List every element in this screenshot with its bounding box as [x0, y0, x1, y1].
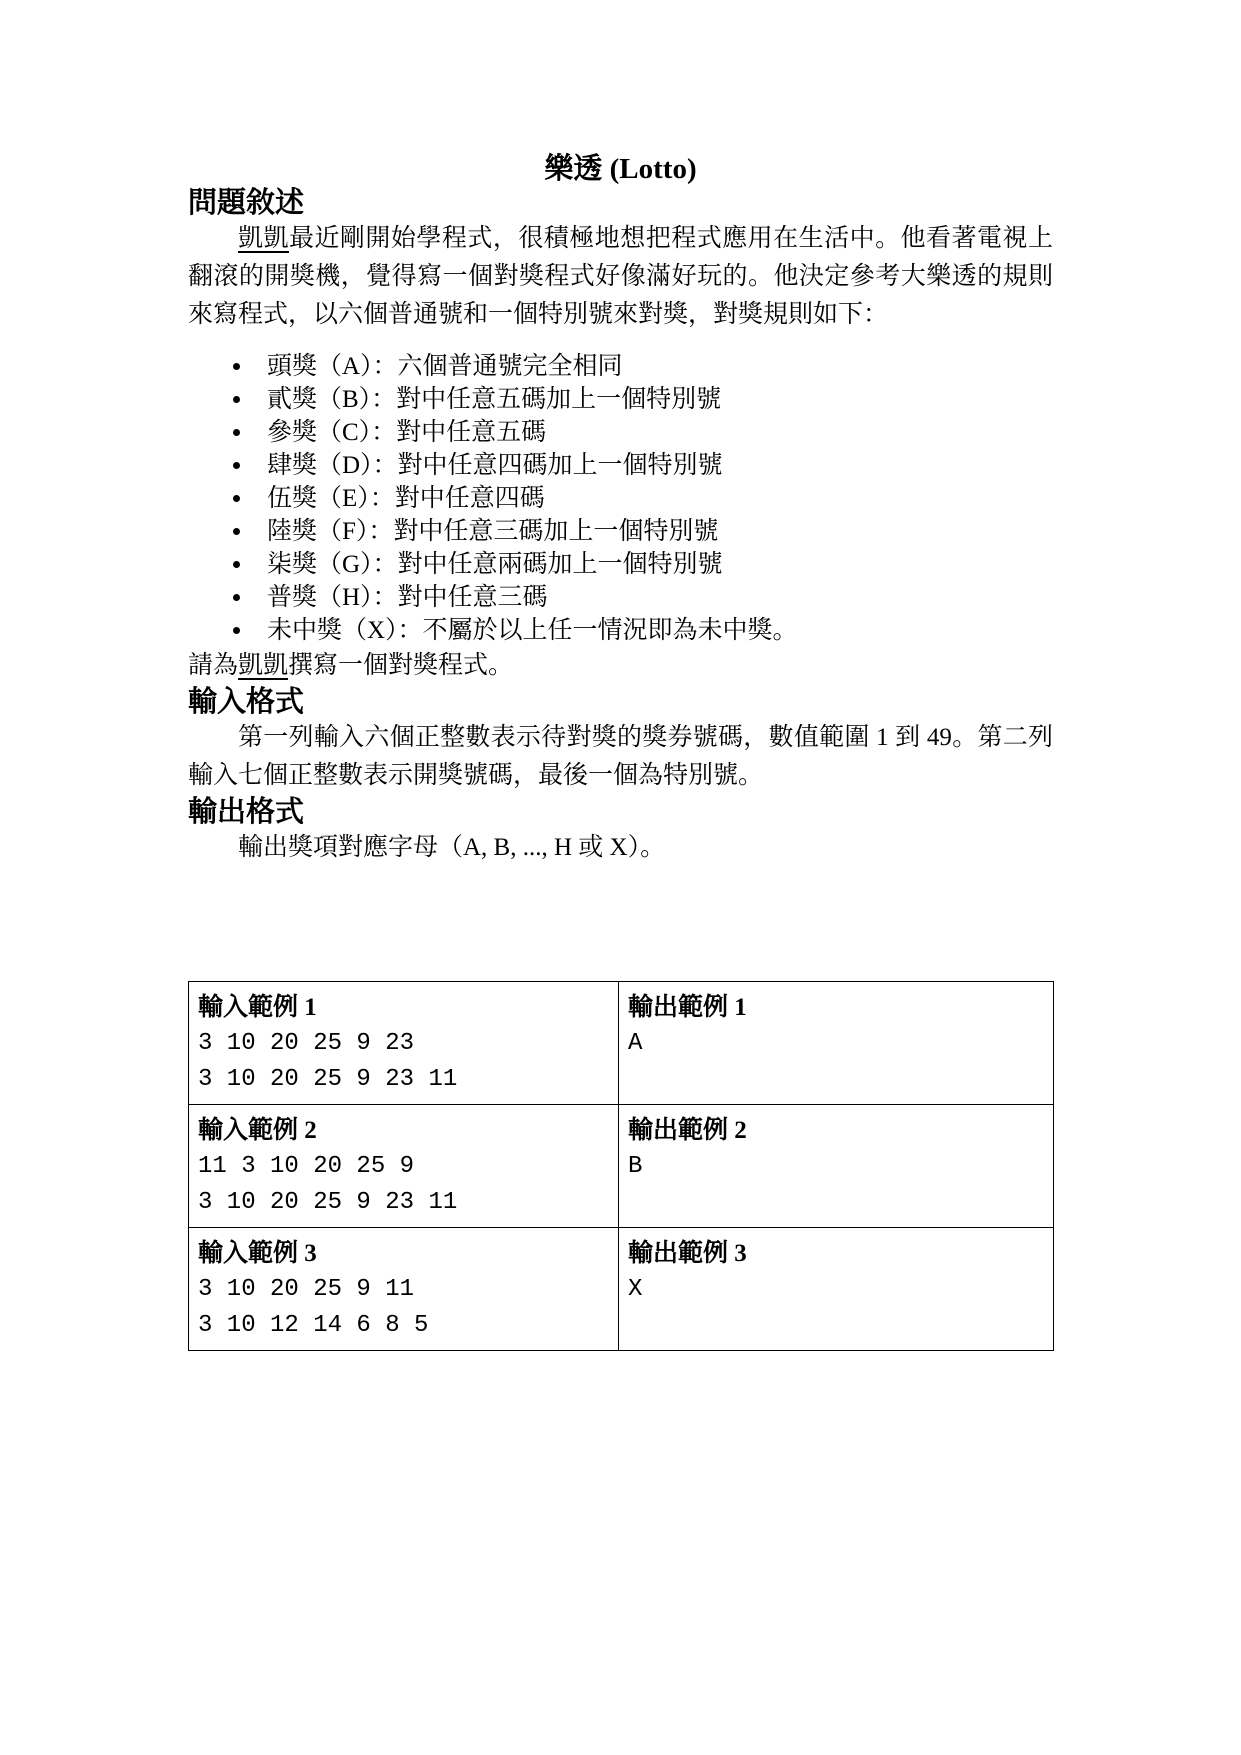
example-row-1 [189, 982, 1054, 1105]
list-item-prize-x: 未中獎（X）：不屬於以上任一情況即為未中獎。 [188, 614, 1053, 647]
example-row-3 [189, 1228, 1054, 1351]
example-3-input-label: 輸入範例 3 [198, 1240, 317, 1267]
example-3-input-line-1: 3 10 20 25 9 11 [198, 1276, 415, 1303]
example-1-input-label: 輸入範例 1 [198, 994, 317, 1021]
example-2-output-label: 輸出範例 2 [628, 1117, 747, 1144]
section-heading-output-format: 輸出格式 [188, 796, 305, 828]
closing-suffix: 撰寫一個對獎程式。 [288, 652, 514, 679]
list-item-prize-h: 普獎（H）：對中任意三碼 [188, 581, 1053, 614]
example-1-output-cell [619, 982, 1054, 1105]
section-heading-problem: 問題敘述 [188, 187, 305, 219]
output-format-paragraph: 輸出獎項對應字母（A, B, ..., H 或 X）。 [238, 834, 666, 861]
section-heading-input-format: 輸入格式 [188, 686, 305, 718]
example-2-input-cell [189, 1105, 619, 1228]
example-1-input-line-2: 3 10 20 25 9 23 11 [198, 1066, 458, 1093]
list-item-prize-b: 貳獎（B）：對中任意五碼加上一個特別號 [188, 383, 1053, 416]
example-3-output-label: 輸出範例 3 [628, 1240, 747, 1267]
example-3-input-cell [189, 1228, 619, 1351]
list-item-prize-d: 肆獎（D）：對中任意四碼加上一個特別號 [188, 449, 1053, 482]
example-2-input-line-2: 3 10 20 25 9 23 11 [198, 1189, 458, 1216]
problem-intro-paragraph [188, 220, 1053, 334]
problem-closing-paragraph [188, 647, 1053, 685]
example-2-output-cell [619, 1105, 1054, 1228]
page-title: 樂透 (Lotto) [544, 153, 697, 185]
example-2-input-line-1: 11 3 10 20 25 9 [198, 1153, 415, 1180]
underlined-name: 凱凱 [238, 652, 289, 679]
list-item-prize-a: 頭獎（A）：六個普通號完全相同 [188, 350, 1053, 383]
example-2-output-value: B [628, 1153, 643, 1180]
problem-intro-text: 最近剛開始學程式，很積極地想把程式應用在生活中。他看著電視上翻滾的開獎機，覺得寫一個對獎程式好像滿好玩的。他決定參考大樂透的規則來寫程式，以六個普通號和一個特別號來對獎，對獎規則如下： [188, 225, 1053, 328]
prize-rules-list [188, 350, 1053, 647]
example-1-output-value: A [628, 1030, 643, 1057]
examples-table [188, 981, 1054, 1351]
example-1-output-label: 輸出範例 1 [628, 994, 747, 1021]
underlined-name: 凱凱 [238, 225, 289, 252]
example-3-output-value: X [628, 1276, 643, 1303]
closing-prefix: 請為 [188, 652, 239, 679]
example-3-input-line-2: 3 10 12 14 6 8 5 [198, 1312, 429, 1339]
example-1-input-cell [189, 982, 619, 1105]
example-2-input-label: 輸入範例 2 [198, 1117, 317, 1144]
example-row-2 [189, 1105, 1054, 1228]
input-format-paragraph: 第一列輸入六個正整數表示待對獎的獎券號碼，數值範圍 1 到 49。第二列輸入七個正整數表示開獎號碼，最後一個為特別號。 [188, 724, 1053, 789]
list-item-prize-f: 陸獎（F）：對中任意三碼加上一個特別號 [188, 515, 1053, 548]
list-item-prize-g: 柒獎（G）：對中任意兩碼加上一個特別號 [188, 548, 1053, 581]
list-item-prize-c: 參獎（C）：對中任意五碼 [188, 416, 1053, 449]
example-1-input-line-1: 3 10 20 25 9 23 [198, 1030, 415, 1057]
list-item-prize-e: 伍獎（E）：對中任意四碼 [188, 482, 1053, 515]
example-3-output-cell [619, 1228, 1054, 1351]
